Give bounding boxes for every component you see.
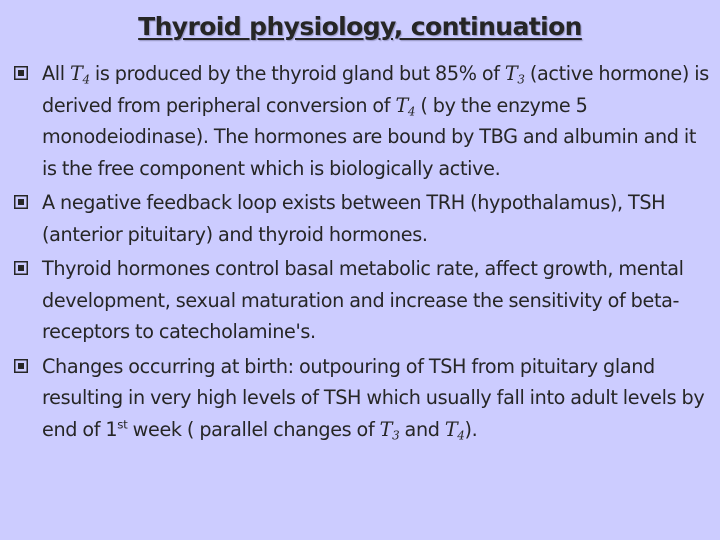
slide-title: Thyroid physiology, continuation: [138, 12, 582, 41]
bullet-text: (active hormone) is derived from peripheral conversion of: [42, 62, 709, 117]
bullet-text: Thyroid hormones control basal metabolic rate, affect growth, mental development, sexual maturation and increase the sensitivity of beta-receptors to catecholamine's.: [42, 257, 684, 343]
bullet-item-hormone-functions: [14, 253, 714, 348]
boxed-square-bullet-icon: [14, 66, 28, 80]
boxed-square-bullet-icon: [14, 359, 28, 373]
bullet-text: All: [42, 62, 70, 85]
bullet-text: week ( parallel changes of: [127, 417, 380, 441]
bullet-text: is produced by the thyroid gland but 85% of: [89, 62, 505, 85]
math-t3: $T_3$: [379, 417, 400, 443]
bullet-text: ( by the enzyme 5 monodeiodinase). The hormones are bound by TBG and albumin and it is the free component which is biologically active.: [42, 93, 697, 180]
math-t3: $T_3$: [504, 62, 525, 87]
boxed-square-bullet-icon: [14, 195, 28, 209]
ordinal-suffix: st: [117, 416, 128, 431]
bullet-list: [14, 58, 714, 448]
bullet-text: A negative feedback loop exists between TRH (hypothalamus), TSH (anterior pituitary) and thyroid hormones.: [42, 191, 666, 246]
math-t4: $T_4$: [70, 62, 90, 87]
math-t4: $T_4$: [444, 417, 465, 443]
bullet-text: and: [399, 417, 445, 441]
boxed-square-bullet-icon: [14, 261, 28, 275]
math-t4: $T_4$: [395, 93, 416, 119]
bullet-item-feedback-loop: [14, 187, 714, 250]
bullet-item-t4-production: [14, 58, 714, 184]
bullet-text: ).: [464, 417, 478, 441]
bullet-item-changes-at-birth: [14, 351, 714, 446]
bullet-text: Changes occurring at birth: outpouring of TSH from pituitary gland resulting in very high levels of TSH which usually fall into adult levels by end of 1: [42, 354, 705, 441]
